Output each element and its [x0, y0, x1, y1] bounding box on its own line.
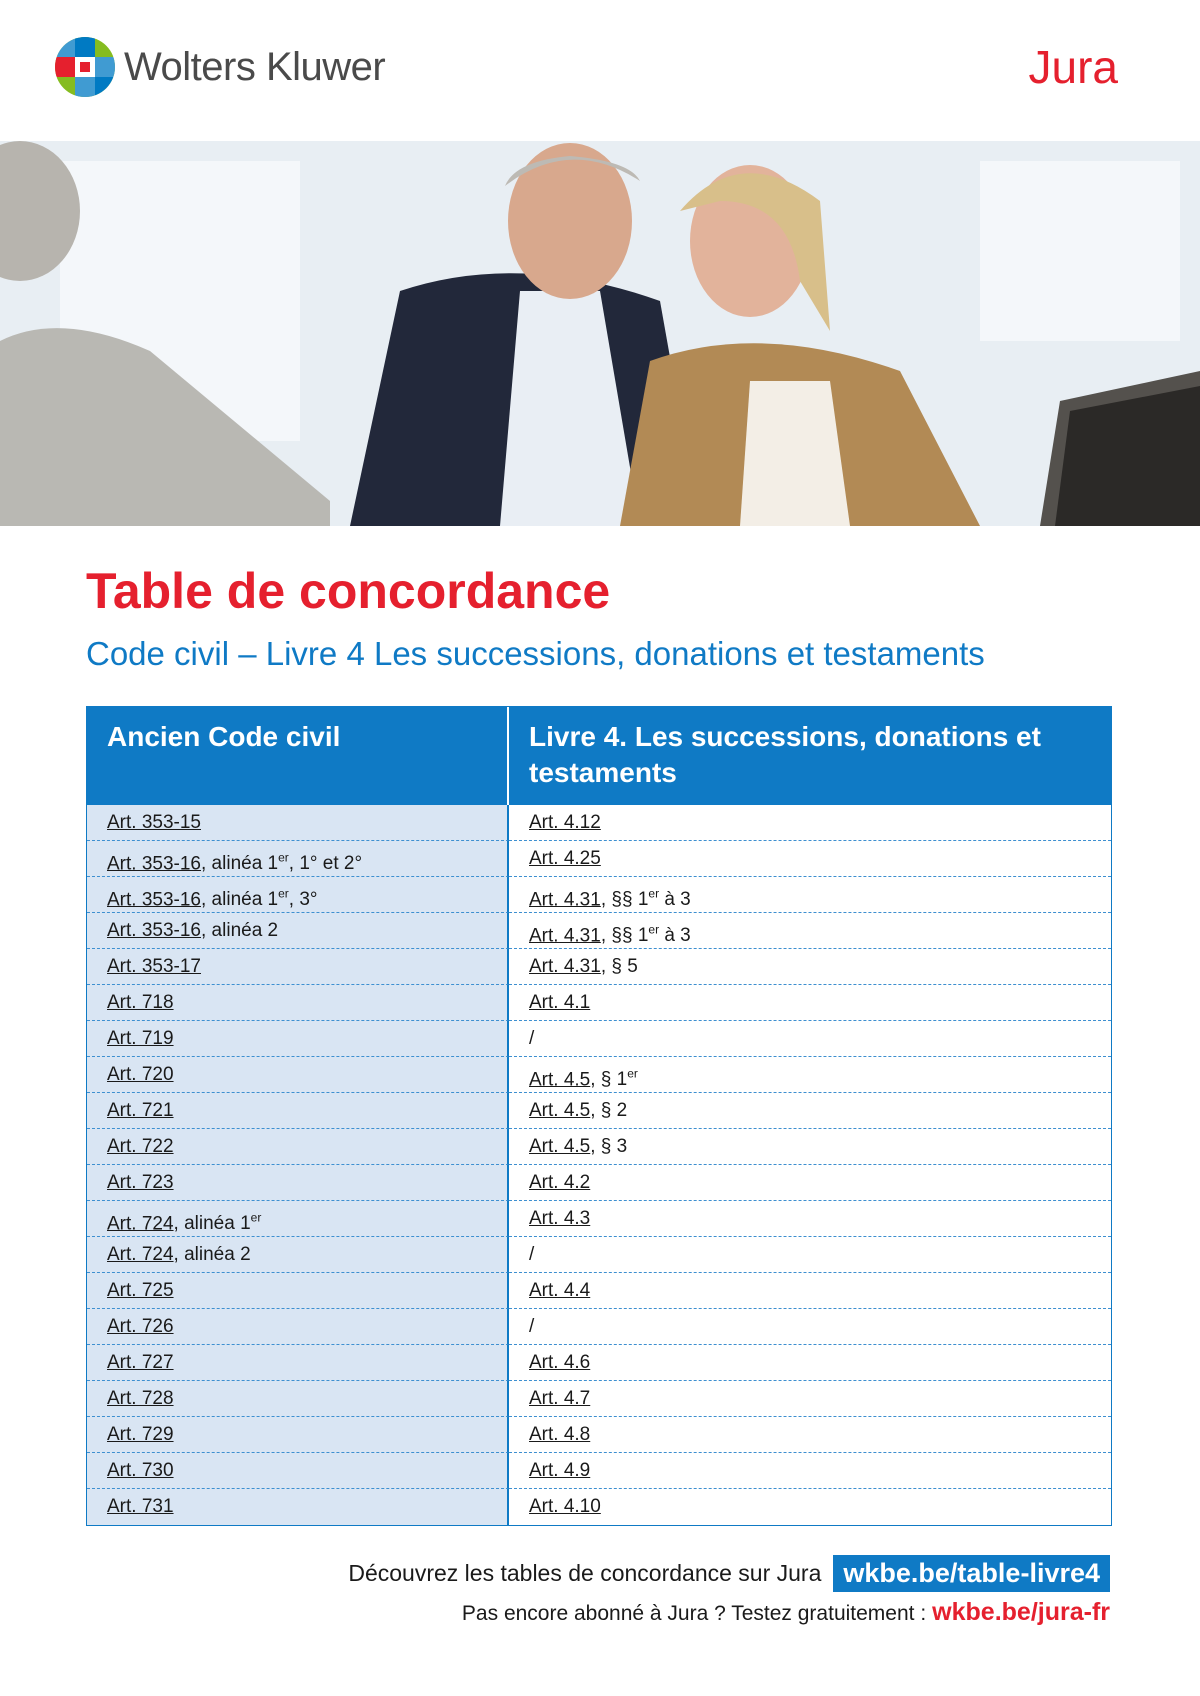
- table-row: [87, 1273, 1111, 1309]
- book4-cell: [509, 1021, 1111, 1057]
- table-row: [87, 805, 1111, 841]
- old-code-cell: [87, 1165, 509, 1201]
- old-code-article-link[interactable]: Art. 719: [107, 1028, 174, 1049]
- table-link[interactable]: wkbe.be/table-livre4: [833, 1555, 1110, 1592]
- hero-photo-illustration: [0, 141, 1200, 526]
- book4-article-detail: /: [529, 1028, 535, 1049]
- book4-cell: [509, 1201, 1111, 1237]
- table-row: [87, 877, 1111, 913]
- wolters-kluwer-logo-icon: [54, 36, 116, 98]
- footer-trial-text: Pas encore abonné à Jura ? Testez gratuitement :: [461, 1602, 927, 1625]
- old-code-cell: [87, 913, 509, 949]
- book4-cell: [509, 1381, 1111, 1417]
- book4-cell: [509, 1237, 1111, 1273]
- book4-article-detail: /: [529, 1244, 535, 1265]
- book4-cell: [509, 1453, 1111, 1489]
- book4-article-link[interactable]: Art. 4.6: [529, 1352, 591, 1373]
- book4-cell: [509, 1093, 1111, 1129]
- table-row: [87, 913, 1111, 949]
- header-old-code: Ancien Code civil: [87, 707, 509, 805]
- old-code-cell: [87, 1237, 509, 1273]
- table-row: [87, 1381, 1111, 1417]
- book4-article-detail: , § 2: [590, 1100, 628, 1121]
- trial-link[interactable]: wkbe.be/jura-fr: [932, 1598, 1110, 1626]
- old-code-article-link[interactable]: Art. 726: [107, 1316, 174, 1337]
- old-code-article-link[interactable]: Art. 728: [107, 1388, 174, 1409]
- book4-article-detail: /: [529, 1316, 535, 1337]
- old-code-article-link[interactable]: Art. 721: [107, 1100, 174, 1121]
- old-code-article-link[interactable]: Art. 353-15: [107, 812, 201, 833]
- book4-article-detail: , § 5: [600, 956, 638, 977]
- book4-article-detail: , § 1er: [590, 1067, 638, 1091]
- book4-cell: [509, 1489, 1111, 1525]
- old-code-article-link[interactable]: Art. 729: [107, 1424, 174, 1445]
- old-code-cell: [87, 1309, 509, 1345]
- book4-cell: [509, 805, 1111, 841]
- book4-article-link[interactable]: Art. 4.9: [529, 1460, 591, 1481]
- old-code-article-link[interactable]: Art. 353-17: [107, 956, 201, 977]
- book4-cell: [509, 1129, 1111, 1165]
- old-code-article-detail: , alinéa 1er, 3°: [201, 887, 318, 911]
- book4-article-link[interactable]: Art. 4.25: [529, 848, 601, 869]
- table-row: [87, 1057, 1111, 1093]
- old-code-article-detail: , alinéa 1er: [173, 1211, 262, 1235]
- table-row: [87, 1093, 1111, 1129]
- book4-article-link[interactable]: Art. 4.31: [529, 925, 601, 947]
- old-code-cell: [87, 1273, 509, 1309]
- old-code-article-link[interactable]: Art. 353-16: [107, 920, 201, 941]
- old-code-article-link[interactable]: Art. 724: [107, 1213, 174, 1235]
- product-name: Jura: [1028, 41, 1118, 93]
- table-header: [87, 707, 1111, 805]
- book4-cell: [509, 1417, 1111, 1453]
- book4-article-link[interactable]: Art. 4.7: [529, 1388, 591, 1409]
- old-code-article-link[interactable]: Art. 720: [107, 1064, 174, 1085]
- book4-article-link[interactable]: Art. 4.5: [529, 1136, 591, 1157]
- book4-cell: [509, 841, 1111, 877]
- page-subtitle: Code civil – Livre 4 Les successions, donations et testaments: [86, 635, 985, 672]
- book4-article-detail: , §§ 1er à 3: [600, 887, 691, 911]
- old-code-cell: [87, 841, 509, 877]
- book4-article-link[interactable]: Art. 4.10: [529, 1496, 601, 1517]
- book4-cell: [509, 1165, 1111, 1201]
- book4-cell: [509, 1057, 1111, 1093]
- old-code-article-link[interactable]: Art. 727: [107, 1352, 174, 1373]
- old-code-article-link[interactable]: Art. 353-16: [107, 889, 201, 911]
- old-code-article-link[interactable]: Art. 723: [107, 1172, 174, 1193]
- book4-article-detail: , § 3: [590, 1136, 628, 1157]
- old-code-article-link[interactable]: Art. 353-16: [107, 853, 201, 875]
- old-code-article-link[interactable]: Art. 730: [107, 1460, 174, 1481]
- header-book-4: Livre 4. Les successions, donations et testaments: [529, 721, 1041, 788]
- old-code-cell: [87, 877, 509, 913]
- old-code-cell: [87, 1453, 509, 1489]
- book4-article-link[interactable]: Art. 4.31: [529, 956, 601, 977]
- footer-line-2: [462, 1598, 1110, 1627]
- footer-discover-text: Découvrez les tables de concordance sur Jura: [348, 1560, 822, 1586]
- old-code-cell: [87, 1345, 509, 1381]
- old-code-cell: [87, 1021, 509, 1057]
- table-row: [87, 1021, 1111, 1057]
- table-row: [87, 1129, 1111, 1165]
- book4-article-link[interactable]: Art. 4.2: [529, 1172, 591, 1193]
- table-row: [87, 1165, 1111, 1201]
- old-code-cell: [87, 949, 509, 985]
- old-code-cell: [87, 1057, 509, 1093]
- table-row: [87, 1201, 1111, 1237]
- book4-cell: [509, 949, 1111, 985]
- old-code-article-link[interactable]: Art. 718: [107, 992, 174, 1013]
- book4-cell: [509, 1273, 1111, 1309]
- old-code-article-link[interactable]: Art. 725: [107, 1280, 174, 1301]
- old-code-cell: [87, 1093, 509, 1129]
- old-code-cell: [87, 985, 509, 1021]
- book4-article-link[interactable]: Art. 4.4: [529, 1280, 591, 1301]
- footer-line-1: [348, 1555, 1110, 1592]
- page-header: [0, 0, 1200, 140]
- old-code-cell: [87, 1489, 509, 1525]
- old-code-cell: [87, 1201, 509, 1237]
- book4-article-link[interactable]: Art. 4.5: [529, 1100, 591, 1121]
- old-code-article-detail: , alinéa 2: [201, 920, 279, 941]
- table-row: [87, 1309, 1111, 1345]
- hero-photo: [0, 141, 1200, 526]
- old-code-cell: [87, 1129, 509, 1165]
- old-code-cell: [87, 1417, 509, 1453]
- old-code-article-detail: , alinéa 2: [173, 1244, 251, 1265]
- book4-cell: [509, 877, 1111, 913]
- old-code-article-link[interactable]: Art. 731: [107, 1496, 174, 1517]
- book4-article-link[interactable]: Art. 4.12: [529, 812, 601, 833]
- old-code-cell: [87, 1381, 509, 1417]
- old-code-article-link[interactable]: Art. 724: [107, 1244, 174, 1265]
- book4-article-link[interactable]: Art. 4.1: [529, 992, 591, 1013]
- book4-cell: [509, 985, 1111, 1021]
- old-code-article-link[interactable]: Art. 722: [107, 1136, 174, 1157]
- old-code-article-detail: , alinéa 1er, 1° et 2°: [201, 851, 363, 875]
- book4-cell: [509, 1345, 1111, 1381]
- brand-logo[interactable]: [54, 36, 385, 98]
- page-title: Table de concordance: [86, 563, 611, 619]
- table-row: [87, 1489, 1111, 1525]
- table-row: [87, 949, 1111, 985]
- table-row: [87, 841, 1111, 877]
- old-code-cell: [87, 805, 509, 841]
- brand-name: Wolters Kluwer: [124, 44, 386, 89]
- table-row: [87, 1417, 1111, 1453]
- book4-cell: [509, 1309, 1111, 1345]
- book4-article-link[interactable]: Art. 4.5: [529, 1069, 591, 1091]
- book4-article-link[interactable]: Art. 4.3: [529, 1208, 591, 1229]
- table-row: [87, 985, 1111, 1021]
- concordance-table: [86, 706, 1112, 1526]
- table-body: [87, 805, 1111, 1525]
- table-row: [87, 1345, 1111, 1381]
- book4-cell: [509, 913, 1111, 949]
- book4-article-detail: , §§ 1er à 3: [600, 923, 691, 947]
- book4-article-link[interactable]: Art. 4.8: [529, 1424, 591, 1445]
- book4-article-link[interactable]: Art. 4.31: [529, 889, 601, 911]
- table-row: [87, 1237, 1111, 1273]
- table-row: [87, 1453, 1111, 1489]
